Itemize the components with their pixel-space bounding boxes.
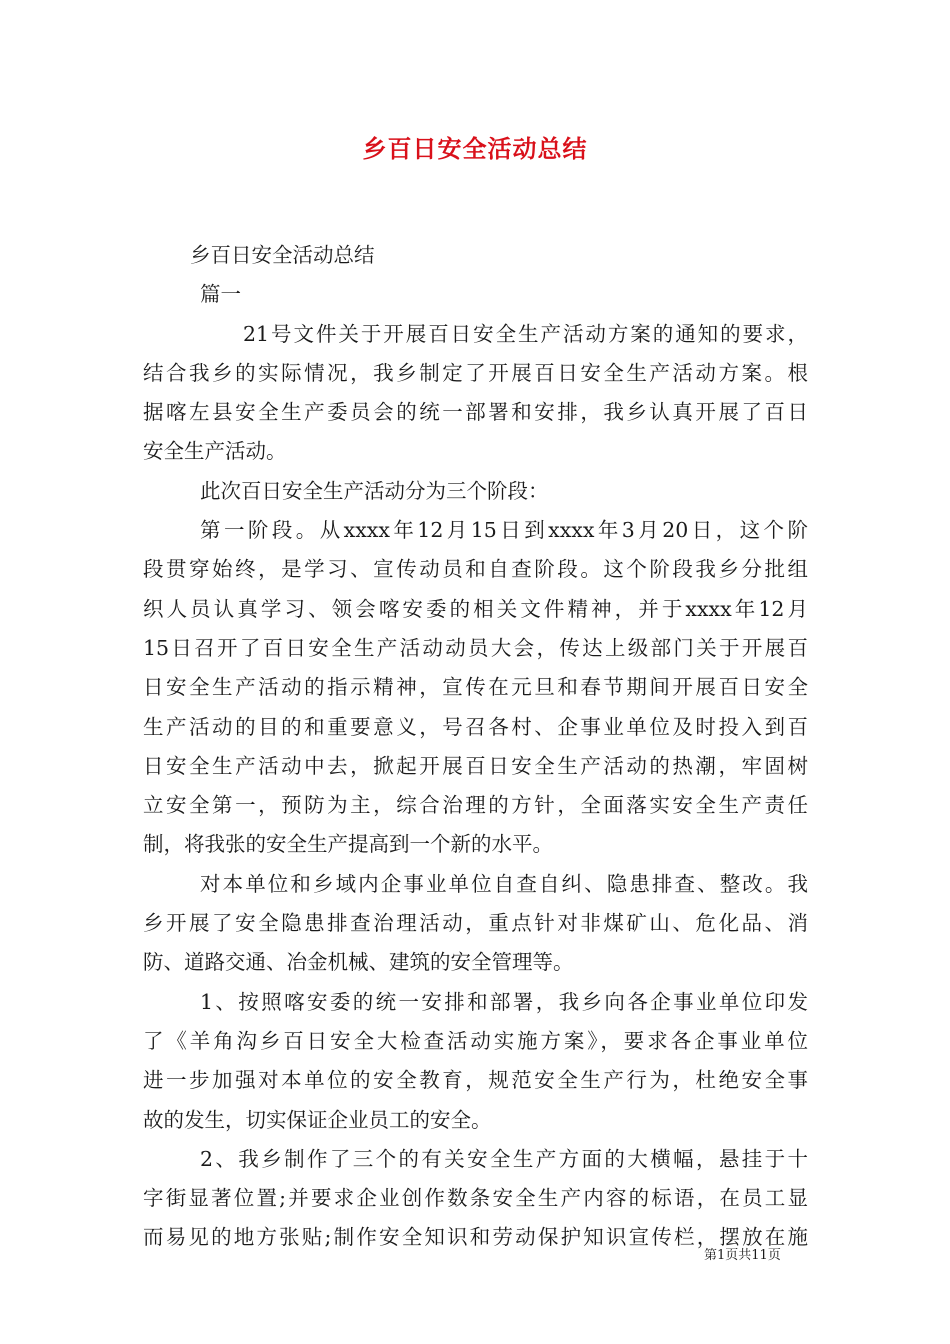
paragraph-3-line-4: 15日召开了百日安全生产活动动员大会，传达上级部门关于开展百 (143, 635, 808, 660)
paragraph-5-line-2: 了《羊角沟乡百日安全大检查活动实施方案》，要求各企事业单位 (143, 1028, 808, 1053)
document-title: 乡百日安全活动总结 (362, 135, 588, 163)
paragraph-4-line-2: 乡开展了安全隐患排查治理活动，重点针对非煤矿山、危化品、消 (143, 911, 808, 936)
paragraph-1-line-3: 据喀左县安全生产委员会的统一部署和安排，我乡认真开展了百日 (143, 400, 808, 425)
paragraph-3-line-8: 立安全第一，预防为主，综合治理的方针，全面落实安全生产责任 (143, 793, 808, 818)
paragraph-4-line-1: 对本单位和乡域内企事业单位自查自纠、隐患排查、整改。我 (200, 871, 808, 896)
section-heading: 篇一 (200, 282, 241, 307)
paragraph-5-line-4: 故的发生，切实保证企业员工的安全。 (143, 1107, 492, 1132)
paragraph-4-line-3: 防、道路交通、冶金机械、建筑的安全管理等。 (143, 950, 574, 975)
document-body (143, 236, 808, 1258)
paragraph-3-line-1: 第一阶段。从xxxx年12月15日到xxxx年3月20日，这个阶 (200, 518, 808, 543)
paragraph-2-line-1: 此次百日安全生产活动分为三个阶段： (200, 478, 549, 503)
paragraph-3-line-6: 生产活动的目的和重要意义，号召各村、企事业单位及时投入到百 (143, 714, 808, 739)
page-number-footer: 第1页共11页 (704, 1248, 781, 1263)
paragraph-1-line-2: 结合我乡的实际情况，我乡制定了开展百日安全生产活动方案。根 (143, 360, 808, 385)
paragraph-3-line-3: 织人员认真学习、领会喀安委的相关文件精神，并于xxxx年12月 (143, 596, 808, 621)
paragraph-6-line-2: 字街显著位置;并要求企业创作数条安全生产内容的标语，在员工显 (143, 1186, 808, 1211)
document-subtitle: 乡百日安全活动总结 (190, 243, 375, 267)
paragraph-5-line-3: 进一步加强对本单位的安全教育，规范安全生产行为，杜绝安全事 (143, 1068, 808, 1093)
paragraph-5-line-1: 1、按照喀安委的统一安排和部署，我乡向各企事业单位印发 (200, 989, 808, 1014)
paragraph-3-line-9: 制，将我张的安全生产提高到一个新的水平。 (143, 832, 553, 857)
paragraph-3-line-2: 段贯穿始终，是学习、宣传动员和自查阶段。这个阶段我乡分批组 (143, 557, 808, 582)
paragraph-6-line-1: 2、我乡制作了三个的有关安全生产方面的大横幅，悬挂于十 (200, 1146, 808, 1171)
paragraph-6-line-3: 而易见的地方张贴;制作安全知识和劳动保护知识宣传栏，摆放在施 (143, 1225, 808, 1250)
paragraph-1-line-4: 安全生产活动。 (143, 439, 287, 464)
paragraph-1-line-1: 21号文件关于开展百日安全生产活动方案的通知的要求， (243, 321, 808, 346)
paragraph-3-line-5: 日安全生产活动的指示精神，宣传在元旦和春节期间开展百日安全 (143, 675, 808, 700)
paragraph-3-line-7: 日安全生产活动中去，掀起开展百日安全生产活动的热潮，牢固树 (143, 753, 808, 778)
